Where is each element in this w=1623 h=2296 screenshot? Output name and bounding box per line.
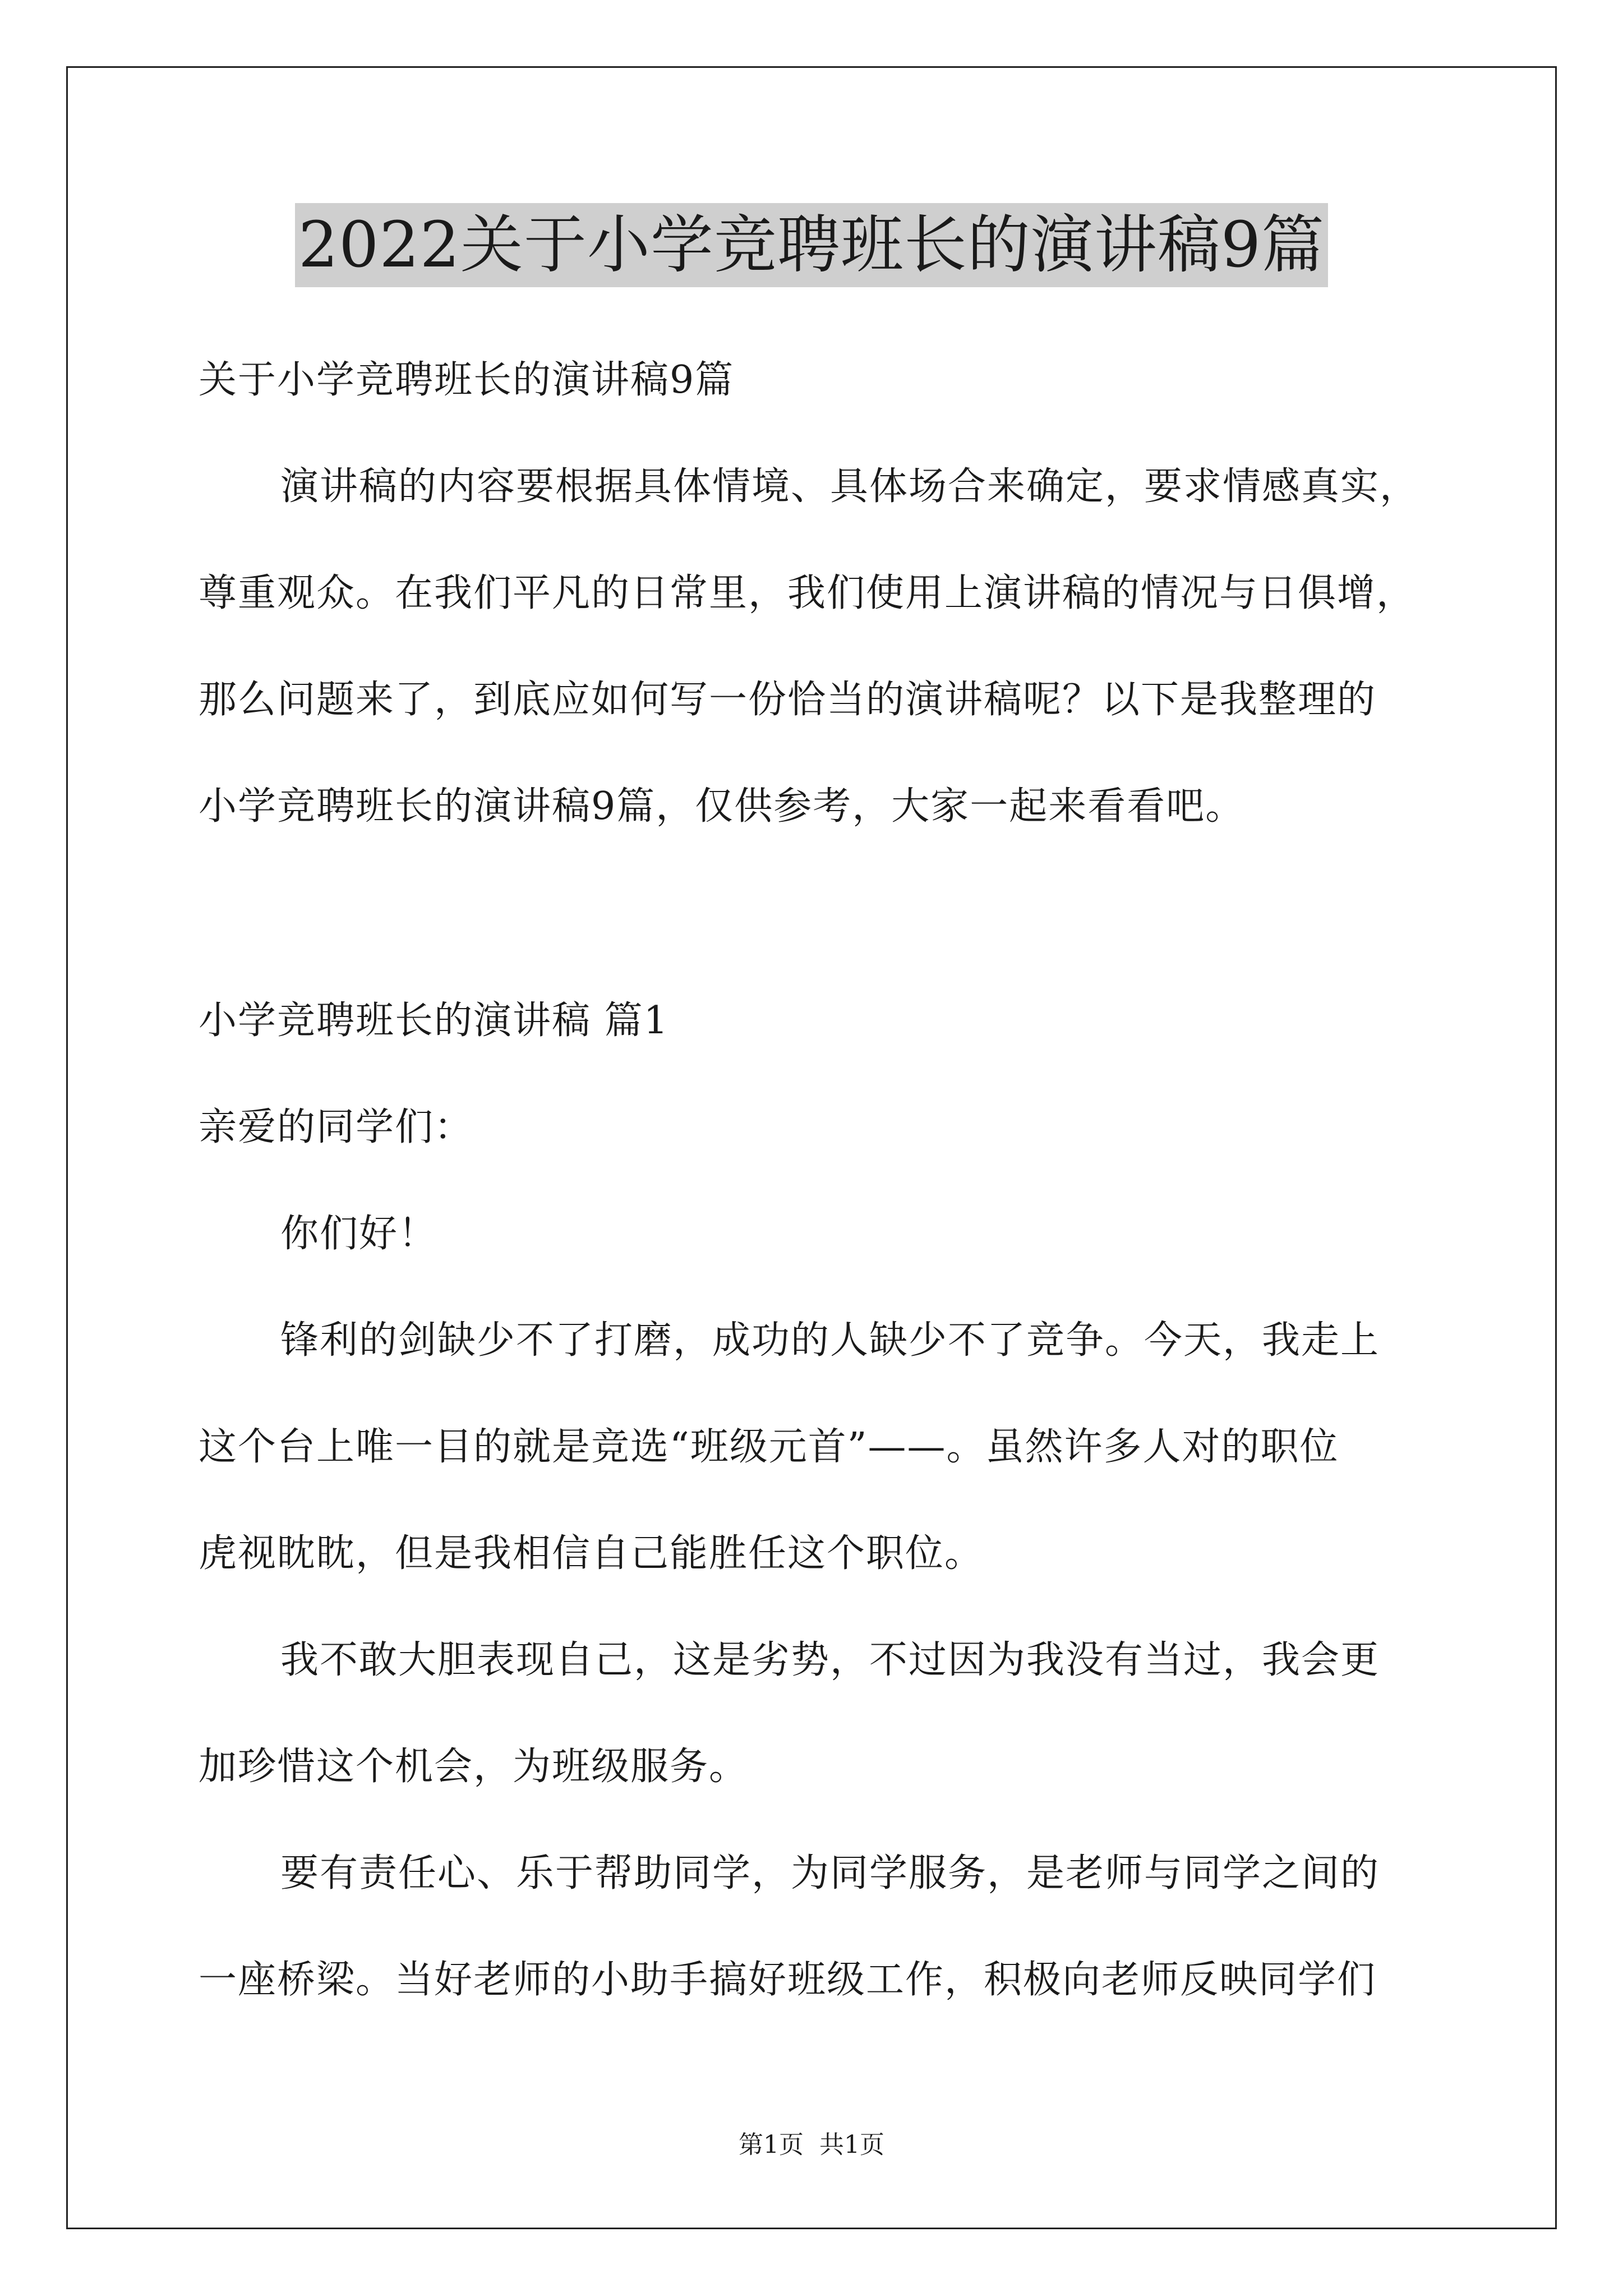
page-total: 共1页	[819, 2131, 884, 2159]
intro-line-2: 尊重观众。在我们平凡的日常里，我们使用上演讲稿的情况与日俱增，	[199, 571, 1416, 615]
page-number: 第1页	[739, 2131, 804, 2159]
section-heading: 小学竞聘班长的演讲稿 篇1	[199, 999, 669, 1043]
para2-line-1: 我不敢大胆表现自己，这是劣势，不过因为我没有当过，我会更	[280, 1638, 1380, 1682]
salutation: 亲爱的同学们：	[199, 1105, 474, 1149]
para1-line-2: 这个台上唯一目的就是竞选“班级元首”——。虽然许多人对的职位	[199, 1425, 1339, 1469]
para1-line-1: 锋利的剑缺少不了打磨，成功的人缺少不了竞争。今天，我走上	[280, 1318, 1380, 1363]
para3-line-1: 要有责任心、乐于帮助同学，为同学服务，是老师与同学之间的	[280, 1851, 1380, 1895]
para3-line-2: 一座桥梁。当好老师的小助手搞好班级工作，积极向老师反映同学们	[199, 1958, 1377, 2002]
title-container	[0, 203, 1623, 287]
para1-line-3: 虎视眈眈，但是我相信自己能胜任这个职位。	[199, 1531, 984, 1576]
para2-line-2: 加珍惜这个机会，为班级服务。	[199, 1745, 749, 1789]
intro-line-1: 演讲稿的内容要根据具体情境、具体场合来确定，要求情感真实，	[280, 464, 1419, 509]
page-footer	[0, 2131, 1623, 2160]
intro-line-4: 小学竞聘班长的演讲稿9篇，仅供参考，大家一起来看看吧。	[199, 784, 1245, 829]
subtitle: 关于小学竞聘班长的演讲稿9篇	[199, 358, 735, 402]
intro-line-3: 那么问题来了，到底应如何写一份恰当的演讲稿呢？以下是我整理的	[199, 678, 1377, 722]
greeting: 你们好！	[280, 1212, 438, 1256]
document-title: 2022关于小学竞聘班长的演讲稿9篇	[295, 203, 1328, 287]
